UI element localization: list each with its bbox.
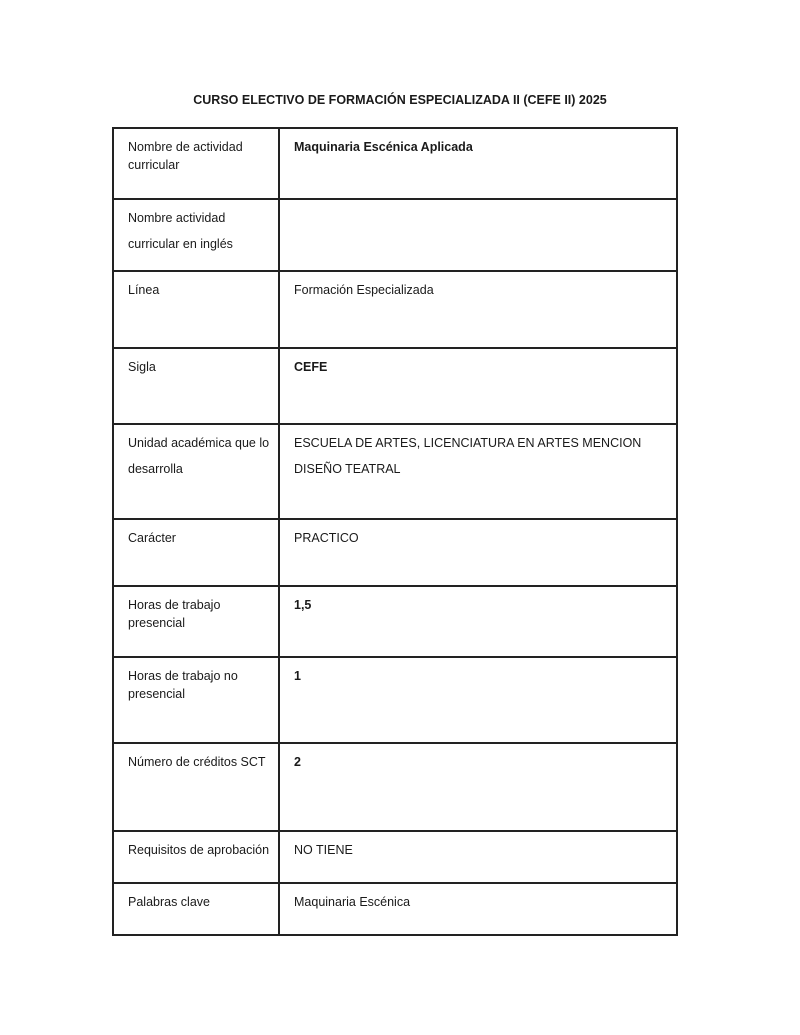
- acronym-label: Sigla: [128, 360, 156, 374]
- table-row: [113, 199, 677, 271]
- table-row: [113, 424, 677, 519]
- row-value: [279, 831, 677, 883]
- academic-unit-value: ESCUELA DE ARTES, LICENCIATURA EN ARTES MENCION DISEÑO TEATRAL: [294, 436, 642, 476]
- non-presential-hours-value: 1: [294, 669, 301, 683]
- row-value: [279, 883, 677, 935]
- table-row: [113, 657, 677, 743]
- row-label: [113, 271, 279, 348]
- row-label: [113, 128, 279, 199]
- activity-name-value: Maquinaria Escénica Aplicada: [294, 140, 473, 154]
- activity-name-label: Nombre de actividad curricular: [128, 140, 243, 172]
- requirements-value: NO TIENE: [294, 843, 353, 857]
- row-value: [279, 348, 677, 424]
- row-label: [113, 586, 279, 657]
- non-presential-hours-label: Horas de trabajo no presencial: [128, 669, 238, 701]
- requirements-label: Requisitos de aprobación: [128, 843, 270, 857]
- row-label: [113, 348, 279, 424]
- character-value: PRACTICO: [294, 531, 359, 545]
- keywords-label: Palabras clave: [128, 895, 210, 909]
- table-row: [113, 348, 677, 424]
- sct-credits-value: 2: [294, 755, 301, 769]
- row-label: [113, 199, 279, 271]
- page-title: CURSO ELECTIVO DE FORMACIÓN ESPECIALIZADA II (CEFE II) 2025: [193, 93, 607, 107]
- keywords-value: Maquinaria Escénica: [294, 895, 411, 909]
- presential-hours-value: 1,5: [294, 598, 312, 612]
- row-label: [113, 424, 279, 519]
- table-row: [113, 271, 677, 348]
- row-label: [113, 519, 279, 586]
- row-value: [279, 519, 677, 586]
- table-row: [113, 743, 677, 831]
- row-label: [113, 657, 279, 743]
- row-label: [113, 883, 279, 935]
- table-row: [113, 831, 677, 883]
- row-label: [113, 743, 279, 831]
- table-row: [113, 586, 677, 657]
- acronym-value: CEFE: [294, 360, 328, 374]
- row-value: [279, 657, 677, 743]
- presential-hours-label: Horas de trabajo presencial: [128, 598, 221, 630]
- character-label: Carácter: [128, 531, 176, 545]
- row-value: [279, 271, 677, 348]
- row-value: [279, 586, 677, 657]
- row-value: [279, 424, 677, 519]
- line-value: Formación Especializada: [294, 283, 434, 297]
- course-info-table: [112, 127, 678, 936]
- table-row: [113, 883, 677, 935]
- table-row: [113, 519, 677, 586]
- english-name-label: Nombre actividad curricular en inglés: [128, 211, 233, 251]
- row-value: [279, 128, 677, 199]
- sct-credits-label: Número de créditos SCT: [128, 755, 266, 769]
- academic-unit-label: Unidad académica que lo desarrolla: [128, 436, 270, 476]
- row-label: [113, 831, 279, 883]
- row-value: [279, 743, 677, 831]
- line-label: Línea: [128, 283, 160, 297]
- table-row: [113, 128, 677, 199]
- row-value: [279, 199, 677, 271]
